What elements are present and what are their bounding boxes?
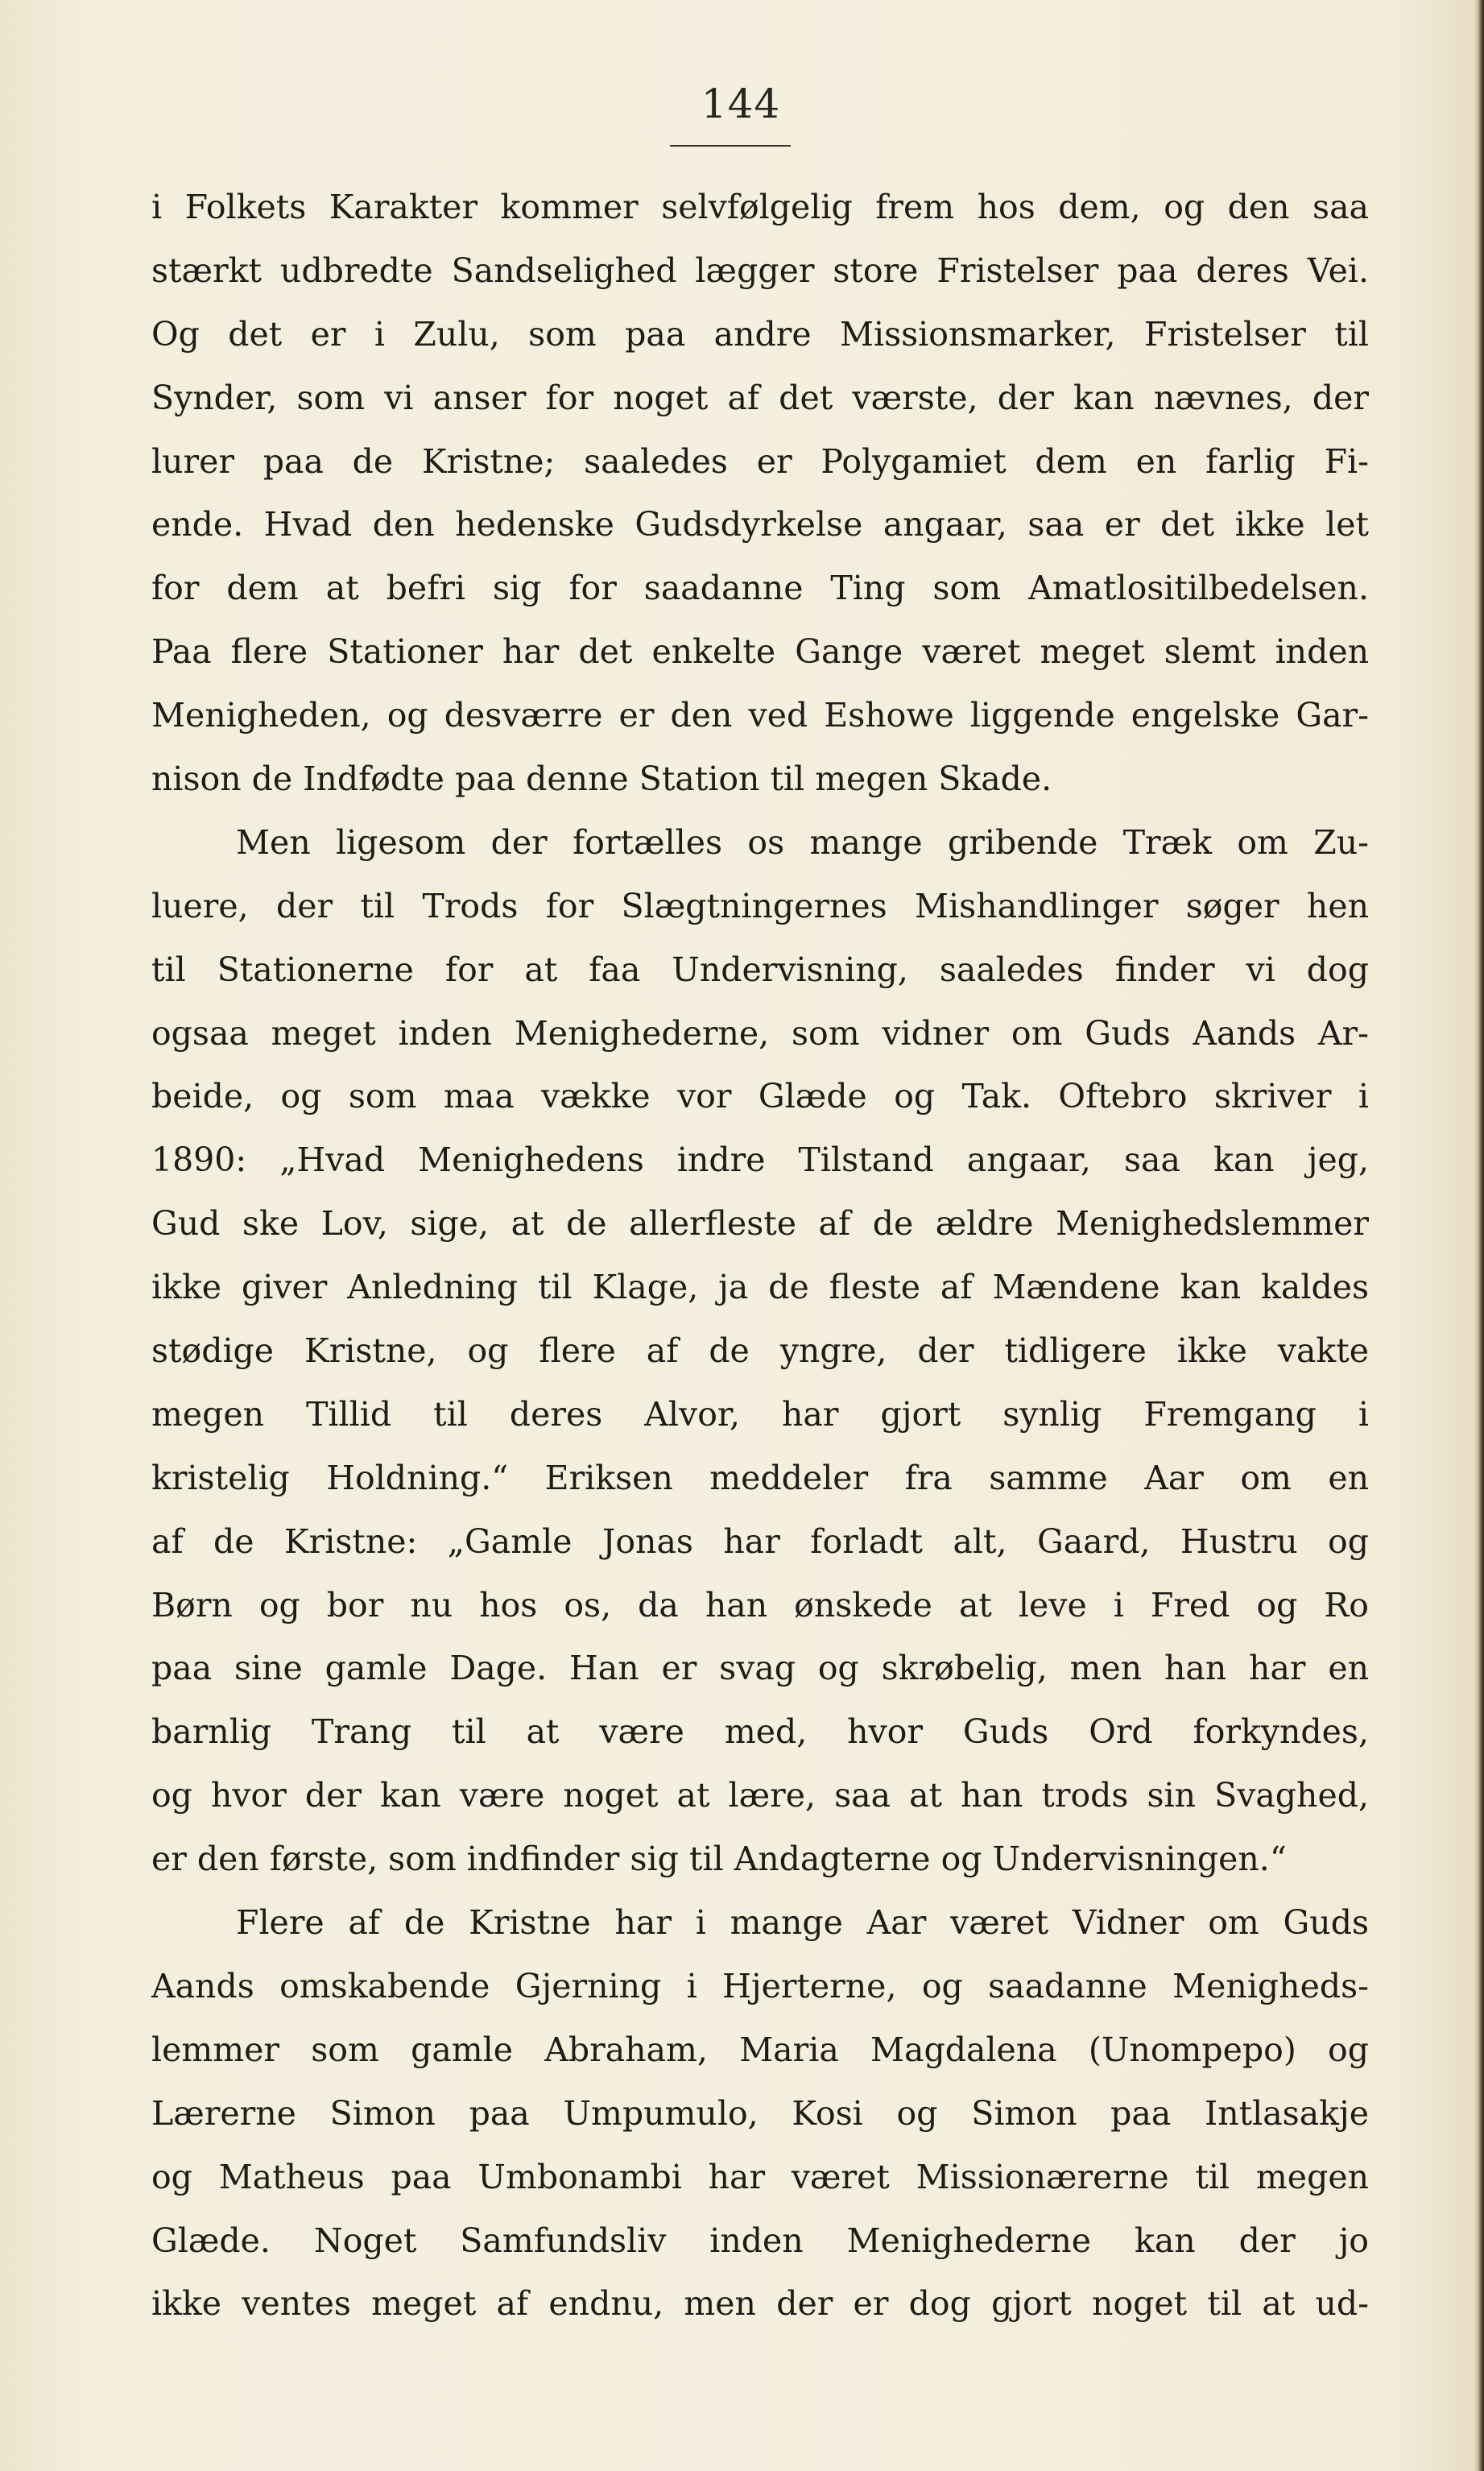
page-number: 144 [701, 81, 781, 127]
text-line: for dem at befri sig for saadanne Ting som Amatlositilbedelsen. [151, 569, 1369, 608]
text-line: paa sine gamle Dage. Han er svag og skrøbelig, men han har en [151, 1649, 1369, 1688]
text-line: stødige Kristne, og flere af de yngre, der tidligere ikke vakte [151, 1331, 1369, 1371]
text-line: er den første, som indfinder sig til Andagterne og Undervisningen.“ [151, 1840, 1287, 1879]
text-line: beide, og som maa vække vor Glæde og Tak. Oftebro skriver i [151, 1077, 1369, 1116]
text-line: ikke ventes meget af endnu, men der er dog gjort noget til at ud- [151, 2284, 1369, 2324]
text-line: Aands omskabende Gjerning i Hjerterne, og saadanne Menigheds- [151, 1966, 1369, 2005]
page-number-rule [670, 145, 791, 147]
text-line: lurer paa de Kristne; saaledes er Polygamiet dem en farlig Fi- [151, 441, 1369, 481]
text-line: og Matheus paa Umbonambi har været Missionærerne til megen [151, 2157, 1369, 2196]
text-line: nison de Indfødte paa denne Station til megen Skade. [151, 760, 1052, 799]
text-line: Paa flere Stationer har det enkelte Gange været meget slemt inden [151, 632, 1369, 672]
text-line: stærkt udbredte Sandselighed lægger store Fristelser paa deres Vei. [151, 250, 1369, 290]
text-line: ogsaa meget inden Menighederne, som vidner om Guds Aands Ar- [151, 1013, 1369, 1053]
text-line: barnlig Trang til at være med, hvor Guds Ord forkyndes, [151, 1712, 1369, 1752]
page-edge-shadow [1473, 0, 1484, 2471]
body-text [151, 176, 1369, 2336]
text-line: Men ligesom der fortælles os mange gribende Træk om Zu- [236, 822, 1369, 862]
text-line: ikke giver Anledning til Klage, ja de fleste af Mændene kan kaldes [151, 1268, 1369, 1307]
text-line: luere, der til Trods for Slægtningernes Mishandlinger søger hen [151, 886, 1369, 925]
text-line: af de Kristne: „Gamle Jonas har forladt alt, Gaard, Hustru og [151, 1521, 1369, 1561]
text-line: til Stationerne for at faa Undervisning, saaledes finder vi dog [151, 950, 1369, 989]
text-line: megen Tillid til deres Alvor, har gjort synlig Fremgang i [151, 1394, 1369, 1434]
text-line: lemmer som gamle Abraham, Maria Magdalena (Unompepo) og [151, 2030, 1369, 2069]
text-line: Lærerne Simon paa Umpumulo, Kosi og Simon paa Intlasakje [151, 2093, 1369, 2133]
text-line: ende. Hvad den hedenske Gudsdyrkelse angaar, saa er det ikke let [151, 505, 1369, 544]
text-line: Menigheden, og desværre er den ved Eshowe liggende engelske Gar- [151, 696, 1369, 735]
text-line: Gud ske Lov, sige, at de allerfleste af de ældre Menighedslemmer [151, 1204, 1369, 1244]
text-line: og hvor der kan være noget at lære, saa at han trods sin Svaghed, [151, 1776, 1369, 1815]
text-line: kristelig Holdning.“ Eriksen meddeler fra samme Aar om en [151, 1458, 1369, 1497]
text-line: Glæde. Noget Samfundsliv inden Menighederne kan der jo [151, 2221, 1369, 2260]
text-line: Synder, som vi anser for noget af det værste, der kan nævnes, der [151, 378, 1369, 417]
text-line: i Folkets Karakter kommer selvfølgelig frem hos dem, og den saa [151, 188, 1369, 226]
text-line: Flere af de Kristne har i mange Aar været Vidner om Guds [236, 1903, 1369, 1943]
text-line: 1890: „Hvad Menighedens indre Tilstand angaar, saa kan jeg, [151, 1140, 1369, 1180]
text-line: Og det er i Zulu, som paa andre Missionsmarker, Fristelser til [151, 314, 1369, 354]
text-line: Børn og bor nu hos os, da han ønskede at leve i Fred og Ro [151, 1585, 1369, 1625]
